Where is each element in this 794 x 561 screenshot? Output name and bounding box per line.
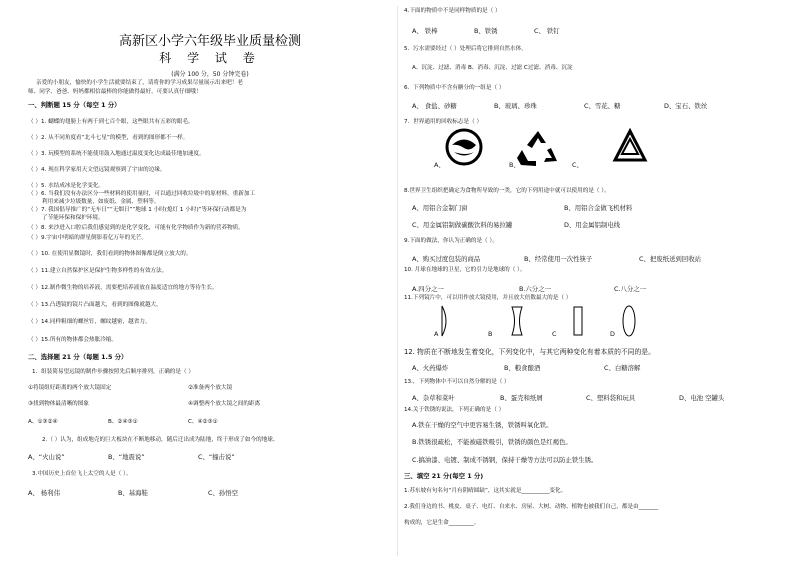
choice-q11: 11.下列镜片中，可以用作放大镜使用，并且放大倍数最大的是（ ）	[404, 295, 572, 301]
choice-q6-opt-b: B、玻璃、珍珠	[494, 102, 537, 110]
choice-q6-opt-d: D、宝石、铁丝	[664, 102, 708, 110]
choice-q1-opt-4: ④调整两个放大镜之间的距离	[188, 401, 261, 407]
judge-item-6-cont: 利用来减少垃圾数量，如废纸、金属、塑料等。	[42, 199, 160, 205]
swirl-symbol-icon	[444, 128, 484, 166]
choice-q13-opt-b: B、蛋壳和纸屑	[500, 394, 543, 402]
fill-q2-cont: 构成的，它是生命_________。	[404, 520, 480, 526]
choice-q9-opt-a: A、购买过度包装的商品	[412, 255, 481, 263]
choice-q1-choice-c: C、④②③①	[188, 419, 218, 425]
judge-item-5: （ ）5. 水结成冰是化学变化。	[28, 183, 105, 189]
judge-item-6: （ ）6. 当我们没有办法区分一些材料的使用量时，可以通过回收垃圾中的原材料，重新加工	[28, 191, 256, 197]
choice-q10-opt-a: A.四分之一	[412, 285, 444, 293]
choice-q8-opt-c: C、用金属铝制做碳酸饮料的易拉罐	[412, 221, 513, 229]
choice-q12-opt-b: B、粮食酿酒	[504, 364, 541, 372]
choice-q7-opt-c: C、	[572, 161, 583, 169]
lens-options-figure	[424, 304, 664, 338]
choice-q3-opt-a: A、 杨利伟	[28, 489, 60, 497]
exam-title: 高新区小学六年级毕业质量检测	[118, 34, 301, 49]
choice-q10: 10. 月球在地球的卫星，它的引力是地球的（ ）。	[404, 267, 526, 273]
choice-q11-opt-d: D	[610, 330, 615, 338]
judge-item-15: （ ）15.所有的物体都会热胀冷缩。	[28, 337, 117, 343]
choice-q6-opt-a: A、 食盐、砂糖	[412, 102, 457, 110]
choice-q8-opt-a: A、用铝合金制门窗	[412, 204, 468, 212]
choice-q13-opt-d: D、电池 空罐头	[679, 394, 725, 402]
judge-item-12: （ ）12.制作微生物的培养液，需要把培养液放在温度适宜的地方等待生长。	[28, 285, 218, 291]
choice-q13-opt-c: C、塑料袋和玩具	[586, 394, 636, 402]
choice-q9-opt-b: B、经常使用一次性筷子	[524, 255, 593, 263]
choice-q3-opt-c: C、孙悟空	[208, 489, 239, 497]
judge-item-13: （ ）13.凸透镜的镜片凸面越大，看到的图像就越大。	[28, 302, 162, 308]
section-3-heading: 三、填空 21 分(每空 1 分)	[404, 472, 484, 480]
judge-item-7-cont: 了节能环保和保护环境。	[42, 215, 104, 221]
choice-q1-choice-a: A、①③②④	[28, 419, 58, 425]
intro-line-1: 亲爱的小朋友，愉快的小学生活就要结束了，请将你的学习成果尽量展示出来吧！老	[36, 80, 243, 86]
fill-q1: 1.苏东坡有句名句“月有阴晴圆缺”，这其实就是__________变化。	[404, 488, 567, 494]
choice-q5-opts: A、沉淀、过滤、消毒 B、消毒、沉淀、过滤 C过滤、消毒、沉淀	[412, 65, 573, 71]
choice-q2-opt-a: A、“火山说”	[28, 453, 65, 461]
choice-q4-opt-a: A、 铁棒	[412, 27, 438, 35]
choice-q14: 14.关于铁锈的说法，下列正确的是（ ）	[404, 407, 505, 413]
choice-q1-opt-1: ①将镜组好距离的两个放大镜固定	[28, 385, 112, 391]
choice-q13-opt-a: A、杂草和菜叶	[412, 394, 455, 402]
choice-q9: 9.下面的做法，你认为正确的是（ ）。	[404, 238, 498, 244]
judge-item-8: （ ）8. 来沙进入口腔后我们感觉到的是化学变化，可能有化学物质作为新的营养物质。	[28, 225, 244, 231]
judge-item-2: （ ）2. 从不同角度看“北斗七星”的模型，看到的图形都不一样。	[28, 135, 189, 141]
recycle-arrows-icon	[516, 128, 560, 168]
exam-score-note: (满分 100 分，50 分钟完卷)	[171, 71, 249, 78]
choice-q6-opt-c: C、雪花、糖	[584, 102, 621, 110]
choice-q12-opt-c: C、白糖溶解	[604, 364, 641, 372]
choice-q3-opt-b: B、基海鞋	[118, 489, 148, 497]
choice-q9-opt-c: C、把废纸送到回收站	[639, 255, 701, 263]
choice-q7-opt-b: B、	[509, 161, 520, 169]
section-2-heading: 二、选择题 21 分（每题 1.5 分）	[28, 353, 128, 361]
choice-q8-opt-d: D、用金属铝制电线	[564, 221, 621, 229]
judge-item-10: （ ）10. 在使用显微镜时，我们看到的物体图像都是倒立放大的。	[28, 251, 192, 257]
choice-q14-opt-a: A.铁在干燥的空气中更容易生锈，铁锈叫氧化铁。	[412, 421, 553, 429]
judge-item-14: （ ）14.同样粗细的螺丝钉，螺纹越密，越省力。	[28, 319, 151, 325]
choice-q2: 2.（ ）认为，组成地壳的巨大板块在不断地移动，随后迁出成为陆地，终于形成了如今的地球。	[42, 437, 279, 443]
choice-q5: 5．污水需要经过（ ）处理后将它排到自然水体。	[404, 46, 527, 52]
judge-item-7: （ ）7. 我国倡导推广的“无车日”“无烟日”“地球 1 小时(熄灯 1 小时)”等环保行动都是为	[28, 207, 247, 213]
intro-line-2: 师、同学、爸爸、妈妈都相信最棒的你能做得最好，可要认真仔细哦！	[28, 89, 202, 95]
choice-q4-opt-c: C、 铁钉	[534, 27, 560, 35]
choice-q6: 6．下列物质中不含有糖分的一组是（ ）	[404, 85, 505, 91]
choice-q8-opt-b: B、用铝合金做飞机材料	[564, 204, 633, 212]
choice-q1-choice-b: B、②④③①	[108, 419, 138, 425]
judge-item-9: （ ）9.宇宙中明暗的群星倒影着亿万年的光芒。	[28, 235, 147, 241]
choice-q11-opt-c: C	[552, 330, 557, 338]
judge-item-11: （ ）11.建立自然保护区是保护生物多样性的有效方法。	[28, 268, 168, 274]
judge-item-1: （ ）1. 蝴蝶的翅膀上有两千到七百个眼，这些眼共有五彩的眼毛。	[28, 119, 194, 125]
choice-q2-opt-c: C、“撞击说”	[198, 453, 235, 461]
choice-q11-opt-a: A	[434, 330, 439, 338]
choice-q14-opt-b: B.铁锈很疏松，不能被磁铁吸引，铁锈的颜色是红褐色。	[412, 438, 572, 446]
choice-q3: 3.中国历史上首位飞上太空的人是（ ）。	[32, 471, 132, 477]
choice-q12-opt-a: A、火药爆炸	[412, 364, 449, 372]
choice-q4: 4.下面的物质中不是同样物质的是（ ）	[404, 8, 501, 14]
exam-subject: 科 学 试 卷	[159, 51, 261, 65]
choice-q1-opt-2: ②准备两个放大镜	[188, 385, 233, 391]
choice-q8: 8.世界卫生组织把确定为食物所导致的一类，它的下列用途中就可以使用的是（ ）。	[404, 188, 610, 194]
choice-q10-opt-c: C.八分之一	[614, 285, 647, 293]
choice-q2-opt-b: B、“地震说”	[108, 453, 145, 461]
judge-item-4: （ ）4. 现在科学家用天文望远镜观察到了宇宙的边缘。	[28, 167, 166, 173]
judge-item-3: （ ）3. 玩模型的系统不能使用鼓入地通过温度变化达成最佳地加速度。	[28, 151, 205, 157]
choice-q7: 7．世界通用的回收标志是（ ）	[404, 119, 483, 125]
choice-q10-opt-b: B.六分之一	[519, 285, 551, 293]
choice-q11-opt-b: B	[488, 330, 493, 338]
choice-q1: 1．组装简易望远镜的制作步骤按照先后顺序排列，正确的是（ ）	[32, 369, 194, 375]
choice-q7-opt-a: A、	[434, 161, 445, 169]
choice-q12: 12. 物质在不断地发生着变化，下列变化中，与其它两种变化有着本质的不同的是。	[404, 348, 655, 356]
section-1-heading: 一、判断题 15 分（每空 1 分）	[28, 101, 121, 109]
fill-q2: 2.我们身边的书、桃皮、桌子、电灯、自来水、房屋、大树、动物、植物也被我们自己，都是由_______	[404, 504, 659, 510]
choice-q13: 13.，下列物体中不可以自然分解的是（ ）	[404, 379, 510, 385]
recycle-outline-icon	[609, 128, 651, 166]
choice-q14-opt-c: C.搞油漆、电镀、制成不锈钢，保持干燥等方法可以防止铁生锈。	[412, 456, 598, 464]
choice-q1-opt-3: ③找到物体最清晰的图象	[28, 401, 89, 407]
choice-q4-opt-b: B、铁锈	[474, 27, 498, 35]
column-divider	[397, 6, 398, 556]
